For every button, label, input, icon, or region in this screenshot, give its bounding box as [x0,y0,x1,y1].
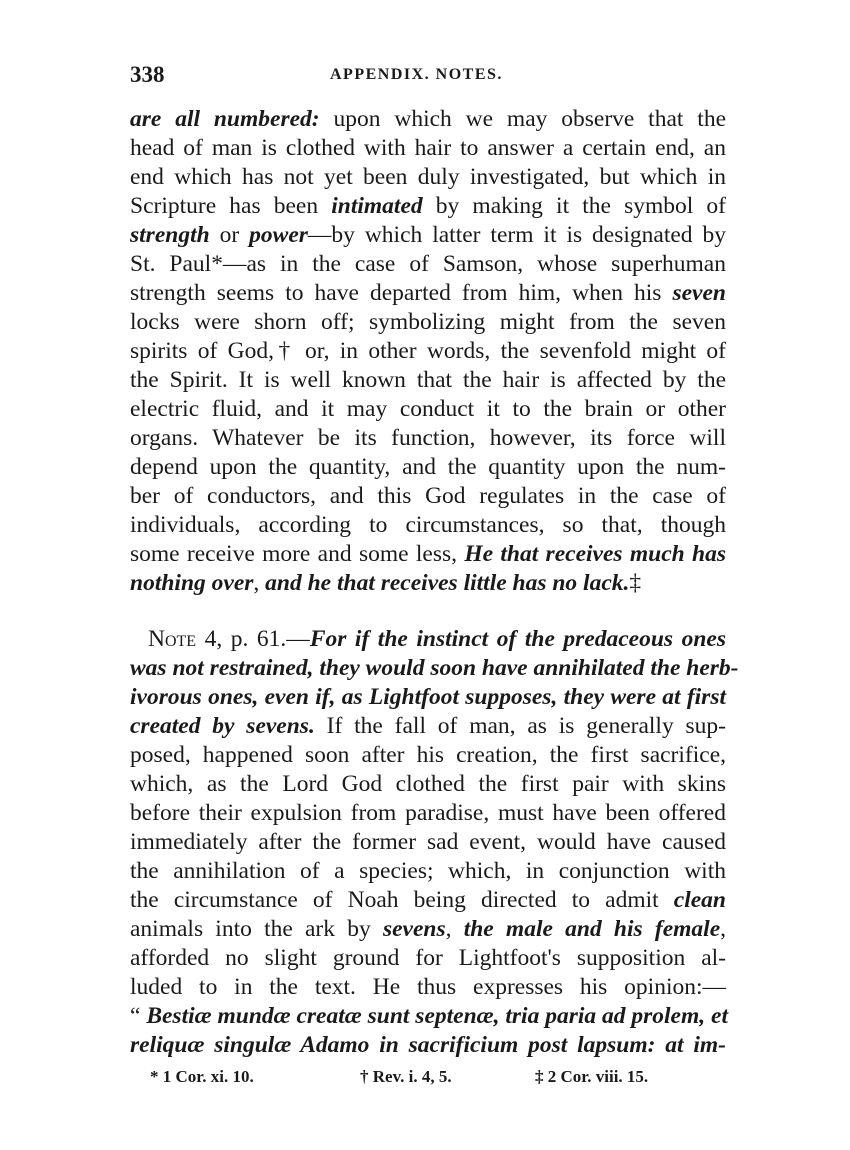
footnote-3: ‡ 2 Cor. viii. 15. [535,1067,649,1086]
text-line: which, as the Lord God clothed the first pair with skins [130,771,726,797]
text-line: created by sevens. If the fall of man, as is generally sup- [130,713,726,739]
text-line: strength seems to have departed from him, when his seven [130,280,726,306]
text-line: animals into the ark by sevens, the male and his female, [130,916,726,942]
text-line: electric fluid, and it may conduct it to the brain or other [130,396,726,422]
text-line: the Spirit. It is well known that the hair is affected by the [130,367,726,393]
text-line: the annihilation of a species; which, in conjunction with [130,858,726,884]
text-line: are all numbered: upon which we may observe that the [130,106,726,132]
text-line: Note 4, p. 61.—For if the instinct of the predaceous ones [148,626,726,652]
text-line: end which has not yet been duly investigated, but which in [130,164,726,190]
paragraph-2-note-4 [130,625,739,1060]
text-line: the circumstance of Noah being directed to admit clean [130,887,726,913]
text-line: St. Paul*—as in the case of Samson, whose superhuman [130,251,726,277]
text-line: luded to in the text. He thus expresses his opinion:— [130,974,726,1000]
text-line: “ Bestiæ mundæ creatæ sunt septenæ, tria paria ad prolem, et [130,1003,728,1029]
text-line: nothing over, and he that receives little has no lack.‡ [130,570,642,596]
text-line: depend upon the quantity, and the quantity upon the num- [130,454,726,480]
running-head: APPENDIX. NOTES. [330,66,503,83]
text-line: immediately after the former sad event, would have caused [130,829,726,855]
page-header [130,62,730,92]
text-line: before their expulsion from paradise, must have been offered [130,800,726,826]
text-line: some receive more and some less, He that receives much has [130,541,726,567]
text-line: strength or power—by which latter term it is designated by [130,222,726,248]
text-line: individuals, according to circumstances, so that, though [130,512,726,538]
text-line: head of man is clothed with hair to answer a certain end, an [130,135,726,161]
text-line: afforded no slight ground for Lightfoot's supposition al- [130,945,726,971]
page-number: 338 [130,62,165,87]
text-line: locks were shorn off; symbolizing might from the seven [130,309,726,335]
footnotes [150,1067,710,1093]
text-line: spirits of God,† or, in other words, the sevenfold might of [130,338,726,364]
text-line: was not restrained, they would soon have annihilated the herb- [130,655,739,681]
footnote-1: * 1 Cor. xi. 10. [150,1067,254,1086]
text-line: ivorous ones, even if, as Lightfoot supposes, they were at first [130,684,726,710]
text-line: ber of conductors, and this God regulates in the case of [130,483,726,509]
text-line: posed, happened soon after his creation, the first sacrifice, [130,742,726,768]
text-line: reliquæ singulæ Adamo in sacrificium post lapsum: at im- [130,1032,726,1058]
footnote-2: † Rev. i. 4, 5. [360,1067,452,1086]
text-line: Scripture has been intimated by making it the symbol of [130,193,726,219]
text-line: organs. Whatever be its function, however, its force will [130,425,726,451]
paragraph-1 [130,105,726,598]
